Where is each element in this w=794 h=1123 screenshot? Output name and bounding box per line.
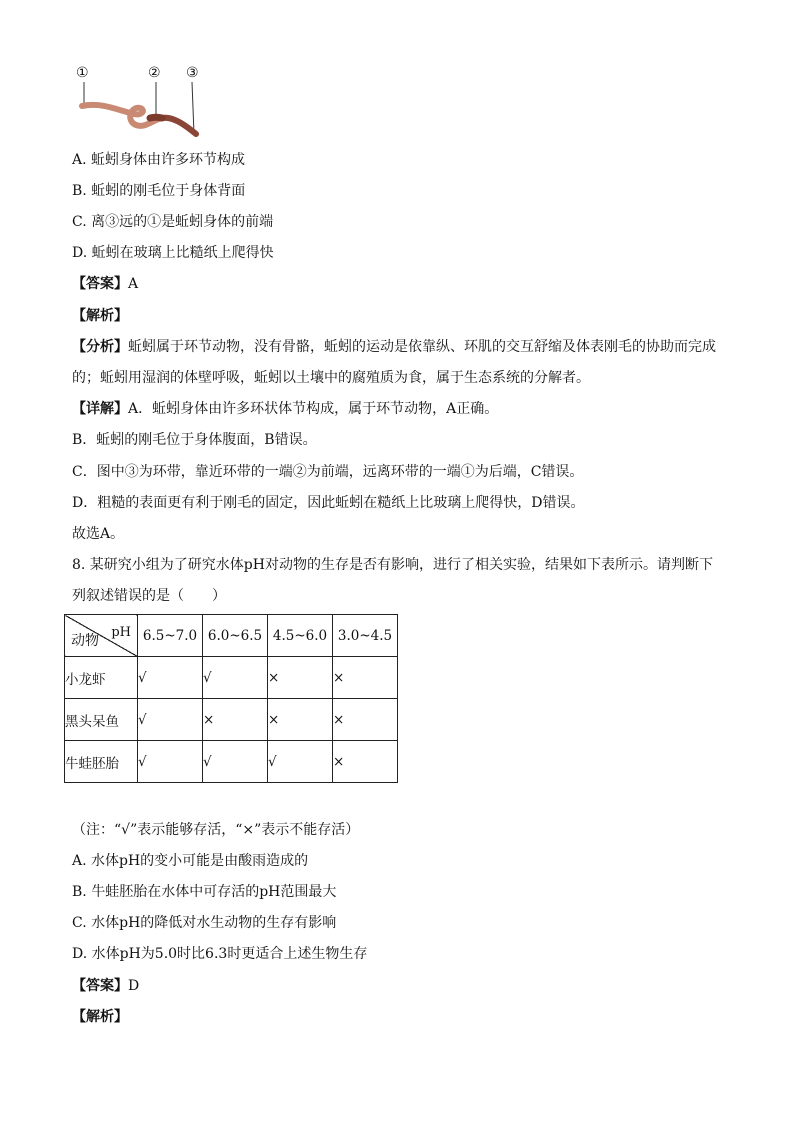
q8-analysis-tag: 【解析】 — [72, 1009, 128, 1025]
q7-fenxi-line2: 的；蚯蚓用湿润的体壁呼吸，蚯蚓以土壤中的腐殖质为食，属于生态系统的分解者。 — [72, 370, 590, 386]
corner-animal-label: 动物 — [71, 633, 99, 649]
survival-cell: × — [333, 699, 398, 741]
survival-cell: × — [203, 699, 268, 741]
answer-value: D — [128, 978, 140, 994]
table-row — [65, 741, 398, 783]
q7-option-c: C. 离③远的①是蚯蚓身体的前端 — [72, 214, 274, 230]
ph-header-2: 6.0~6.5 — [203, 615, 268, 657]
q7-answer — [72, 274, 138, 294]
q7-choice: 故选A。 — [72, 526, 125, 542]
survival-cell: × — [333, 657, 398, 699]
figure-label-1: ① — [76, 65, 89, 81]
ph-survival-table — [64, 614, 398, 783]
worm-clitellum — [150, 117, 162, 118]
earthworm-figure — [72, 62, 212, 142]
q8-stem-line1: 8. 某研究小组为了研究水体pH对动物的生存是否有影响，进行了相关实验，结果如下表所示。请判断下 — [72, 557, 713, 573]
survival-cell: √ — [203, 657, 268, 699]
answer-value: A — [128, 276, 139, 292]
table-corner-cell — [65, 615, 138, 657]
answer-tag: 【答案】 — [72, 978, 128, 994]
survival-cell: √ — [138, 657, 203, 699]
q7-fenxi-line1 — [72, 337, 716, 357]
survival-cell: × — [333, 741, 398, 783]
pointer-line-3 — [192, 82, 194, 134]
q8-option-c: C. 水体pH的降低对水生动物的生存有影响 — [72, 915, 337, 931]
fenxi-text1: 蚯蚓属于环节动物，没有骨骼，蚯蚓的运动是依靠纵、环肌的交互舒缩及体表刚毛的协助而完成 — [128, 339, 716, 355]
q7-detail-c: C．图中③为环带，靠近环带的一端②为前端，远离环带的一端①为后端，C错误。 — [72, 464, 584, 480]
table-row — [65, 657, 398, 699]
survival-cell: √ — [268, 741, 333, 783]
q7-option-d: D. 蚯蚓在玻璃上比糙纸上爬得快 — [72, 245, 274, 261]
table-header-row — [65, 615, 398, 657]
q8-answer — [72, 976, 139, 996]
survival-cell: × — [268, 699, 333, 741]
detail-a-text: A．蚯蚓身体由许多环状体节构成，属于环节动物，A正确。 — [128, 401, 499, 417]
survival-cell: √ — [138, 741, 203, 783]
q8-option-d: D. 水体pH为5.0时比6.3时更适合上述生物生存 — [72, 946, 368, 962]
figure-label-3: ③ — [186, 65, 199, 81]
ph-header-4: 3.0~4.5 — [333, 615, 398, 657]
animal-name: 小龙虾 — [65, 657, 138, 699]
earthworm-illustration — [72, 62, 212, 142]
survival-cell: √ — [138, 699, 203, 741]
detail-tag: 【详解】 — [72, 401, 128, 417]
animal-name: 牛蛙胚胎 — [65, 741, 138, 783]
survival-cell: √ — [203, 741, 268, 783]
q7-option-a: A. 蚯蚓身体由许多环节构成 — [72, 152, 246, 168]
q8-option-b: B. 牛蛙胚胎在水体中可存活的pH范围最大 — [72, 884, 337, 900]
q7-analysis-tag: 【解析】 — [72, 308, 128, 324]
survival-cell: × — [268, 657, 333, 699]
q7-detail-d: D．粗糙的表面更有利于刚毛的固定，因此蚯蚓在糙纸上比玻璃上爬得快，D错误。 — [72, 495, 585, 511]
q7-detail-b: B．蚯蚓的刚毛位于身体腹面，B错误。 — [72, 432, 317, 448]
worm-tail — [162, 118, 196, 134]
corner-ph-label: pH — [111, 625, 131, 640]
q8-note: （注：“√”表示能够存活，“×”表示不能存活） — [72, 822, 360, 838]
answer-tag: 【答案】 — [72, 276, 128, 292]
q8-option-a: A. 水体pH的变小可能是由酸雨造成的 — [72, 853, 309, 869]
animal-name: 黑头呆鱼 — [65, 699, 138, 741]
q7-option-b: B. 蚯蚓的刚毛位于身体背面 — [72, 183, 246, 199]
q7-detail-a — [72, 399, 498, 419]
ph-header-1: 6.5~7.0 — [138, 615, 203, 657]
fenxi-tag: 【分析】 — [72, 339, 128, 355]
ph-header-3: 4.5~6.0 — [268, 615, 333, 657]
figure-label-2: ② — [148, 65, 161, 81]
q8-stem-line2: 列叙述错误的是（ ） — [72, 588, 226, 604]
table-row — [65, 699, 398, 741]
